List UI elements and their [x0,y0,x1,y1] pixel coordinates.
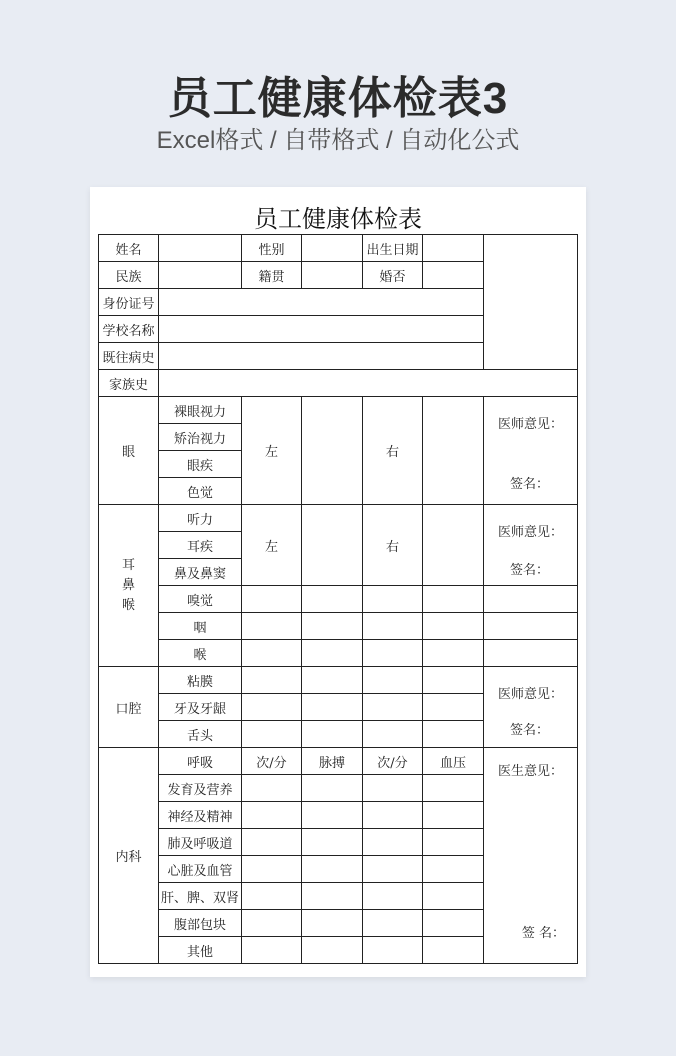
doctor-opinion-label: 医师意见： [498,687,564,702]
ethnicity-label: 民族 [99,262,159,289]
birth-label: 出生日期 [363,235,423,262]
eye-left-label: 左 [242,397,302,505]
marital-field[interactable] [423,262,484,289]
doctor-sign-label: 签 名： [521,926,565,941]
native-place-label: 籍贯 [242,262,302,289]
table-row [99,397,578,424]
family-history-field[interactable] [159,370,578,397]
past-history-label: 既往病史 [99,343,159,370]
doctor-opinion-label: 医师意见： [498,525,564,540]
ent-doctor-cell[interactable] [484,505,578,586]
banner-subtitle: Excel格式 / 自带格式 / 自动化公式 [156,127,520,154]
internal-doctor-cell[interactable] [484,748,578,964]
ent-section-label: 耳 鼻 喉 [99,505,159,667]
mouth-doctor-cell[interactable] [484,667,578,748]
internal-item: 腹部包块 [159,910,242,937]
marital-label: 婚否 [363,262,423,289]
doctor-opinion-label: 医生意见： [498,764,564,779]
family-history-label: 家族史 [99,370,159,397]
doctor-sign-label: 签名： [510,723,550,738]
mouth-section-label: 口腔 [99,667,159,748]
blood-pressure-label: 血压 [423,748,484,775]
pulse-label: 脉搏 [302,748,363,775]
ent-left-field[interactable] [302,505,363,586]
ent-item: 听力 [159,505,242,532]
table-row [99,235,578,262]
pulse-unit: 次/分 [363,748,423,775]
internal-item: 心脏及血管 [159,856,242,883]
internal-item: 其他 [159,937,242,964]
doctor-opinion-label: 医师意见： [498,417,564,432]
gender-field[interactable] [302,235,363,262]
ent-item: 耳疾 [159,532,242,559]
banner-title: 员工健康体检表3 [167,74,509,123]
doctor-sign-label: 签名： [510,563,550,578]
mouth-item: 粘膜 [159,667,242,694]
ent-item: 嗅觉 [159,586,242,613]
health-check-table [98,234,578,964]
doctor-sign-label: 签名： [510,477,550,492]
internal-section-label: 内科 [99,748,159,964]
eye-section-label: 眼 [99,397,159,505]
gender-label: 性别 [242,235,302,262]
internal-item: 神经及精神 [159,802,242,829]
table-row [99,748,578,775]
ent-right-field[interactable] [423,505,484,586]
form-title: 员工健康体检表 [254,205,422,233]
eye-left-field[interactable] [302,397,363,505]
birth-field[interactable] [423,235,484,262]
name-label: 姓名 [99,235,159,262]
native-place-field[interactable] [302,262,363,289]
eye-right-label: 右 [363,397,423,505]
ent-left-label: 左 [242,505,302,586]
ent-right-label: 右 [363,505,423,586]
id-number-label: 身份证号 [99,289,159,316]
eye-item: 裸眼视力 [159,397,242,424]
ethnicity-field[interactable] [159,262,242,289]
eye-item: 色觉 [159,478,242,505]
mouth-item: 牙及牙龈 [159,694,242,721]
table-row [99,613,578,640]
internal-item: 肺及呼吸道 [159,829,242,856]
eye-item: 眼疾 [159,451,242,478]
eye-item: 矫治视力 [159,424,242,451]
table-row [99,370,578,397]
past-history-field[interactable] [159,343,484,370]
internal-item: 发育及营养 [159,775,242,802]
ent-item: 鼻及鼻窦 [159,559,242,586]
eye-doctor-cell[interactable] [484,397,578,505]
table-row [99,667,578,694]
eye-right-field[interactable] [423,397,484,505]
table-row [99,586,578,613]
school-field[interactable] [159,316,484,343]
name-field[interactable] [159,235,242,262]
id-number-field[interactable] [159,289,484,316]
ent-item: 咽 [159,613,242,640]
table-row [99,505,578,532]
school-label: 学校名称 [99,316,159,343]
table-row [99,640,578,667]
mouth-item: 舌头 [159,721,242,748]
photo-area[interactable] [484,235,578,370]
internal-item: 呼吸 [159,748,242,775]
form-sheet [90,187,586,977]
respiration-unit: 次/分 [242,748,302,775]
internal-item: 肝、脾、双肾 [159,883,242,910]
ent-item: 喉 [159,640,242,667]
